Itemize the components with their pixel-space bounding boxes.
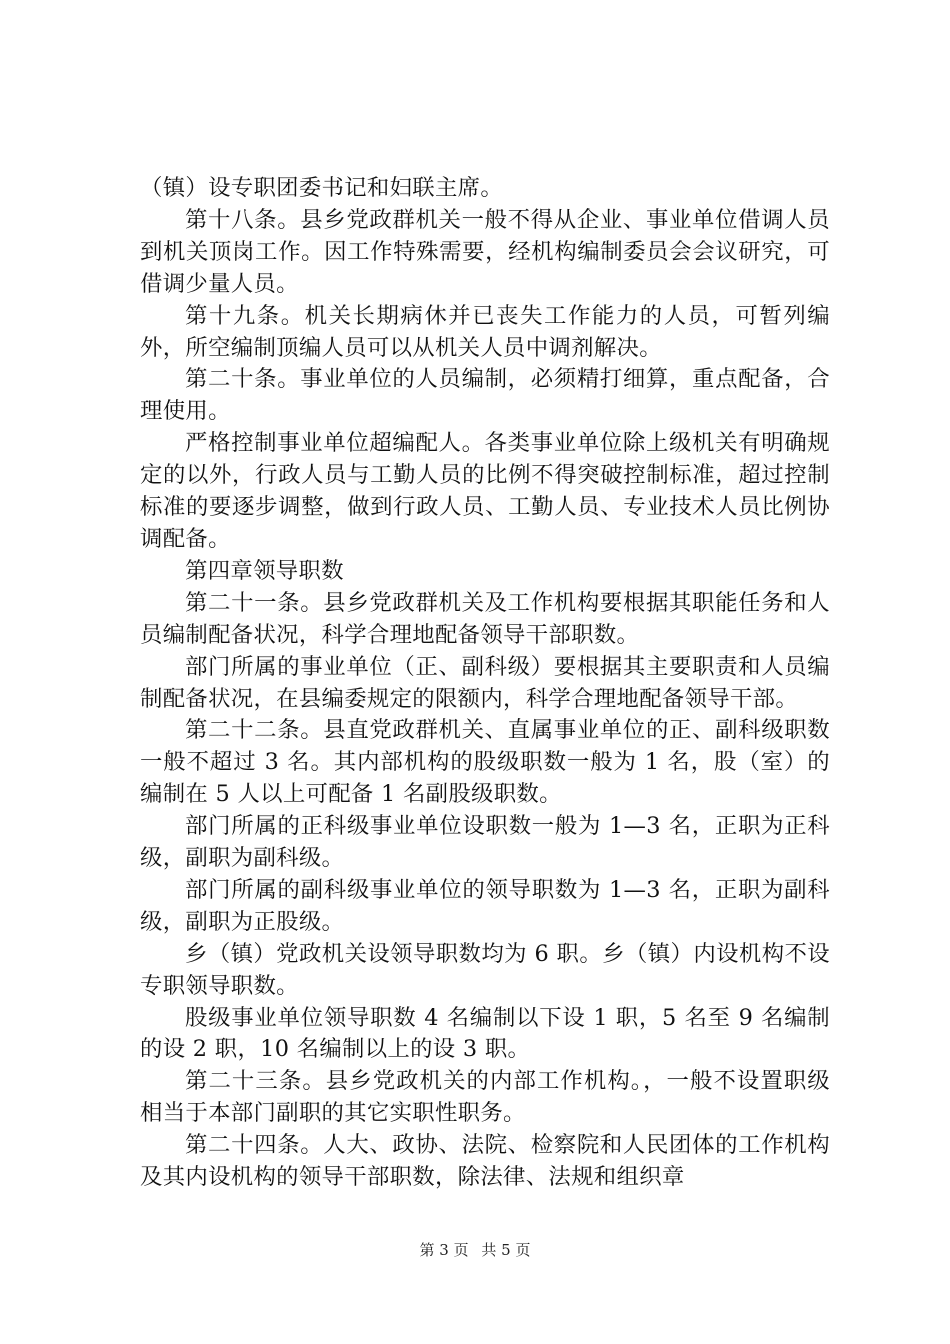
body-paragraph: 第十九条。机关长期病休并已丧失工作能力的人员，可暂列编外，所空编制顶编人员可以从机关人员中调剂解决。 [140, 302, 830, 361]
body-paragraph: 股级事业单位领导职数 4 名编制以下设 1 职，5 名至 9 名编制的设 2 职，10 名编制以上的设 3 职。 [140, 1004, 830, 1063]
body-paragraph: 部门所属的事业单位（正、副科级）要根据其主要职责和人员编制配备状况，在县编委规定的限额内，科学合理地配备领导干部。 [140, 653, 830, 712]
body-paragraph: 乡（镇）党政机关设领导职数均为 6 职。乡（镇）内设机构不设专职领导职数。 [140, 940, 830, 999]
body-paragraph: （镇）设专职团委书记和妇联主席。 [140, 175, 504, 201]
page-number: 第 3 页 [419, 1241, 469, 1259]
body-paragraph: 第十八条。县乡党政群机关一般不得从企业、事业单位借调人员到机关顶岗工作。因工作特殊需要，经机构编制委员会会议研究，可借调少量人员。 [140, 206, 830, 297]
body-paragraph: 第二十三条。县乡党政机关的内部工作机构。，一般不设置职级相当于本部门副职的其它实职性职务。 [140, 1068, 830, 1127]
body-paragraph: 部门所属的正科级事业单位设职数一般为 1—3 名，正职为正科级，副职为副科级。 [140, 813, 830, 872]
page-total: 共 5 页 [481, 1241, 531, 1259]
body-paragraph: 第二十一条。县乡党政群机关及工作机构要根据其职能任务和人员编制配备状况，科学合理地配备领导干部职数。 [140, 589, 830, 648]
document-body [140, 173, 830, 1194]
body-paragraph: 第二十四条。人大、政协、法院、检察院和人民团体的工作机构及其内设机构的领导干部职数，除法律、法规和组织章 [140, 1132, 830, 1191]
body-paragraph: 第四章领导职数 [185, 557, 344, 584]
body-paragraph: 部门所属的副科级事业单位的领导职数为 1—3 名，正职为副科级，副职为正股级。 [140, 876, 830, 935]
body-paragraph: 第二十条。事业单位的人员编制，必须精打细算，重点配备，合理使用。 [140, 366, 830, 425]
body-paragraph: 第二十二条。县直党政群机关、直属事业单位的正、副科级职数一般不超过 3 名。其内部机构的股级职数一般为 1 名，股（室）的编制在 5 人以上可配备 1 名副股级职数。 [140, 717, 830, 808]
body-paragraph: 严格控制事业单位超编配人。各类事业单位除上级机关有明确规定的以外，行政人员与工勤人员的比例不得突破控制标准，超过控制标准的要逐步调整，做到行政人员、工勤人员、专业技术人员比例协调配备。 [140, 430, 830, 552]
page-footer [0, 1240, 950, 1260]
